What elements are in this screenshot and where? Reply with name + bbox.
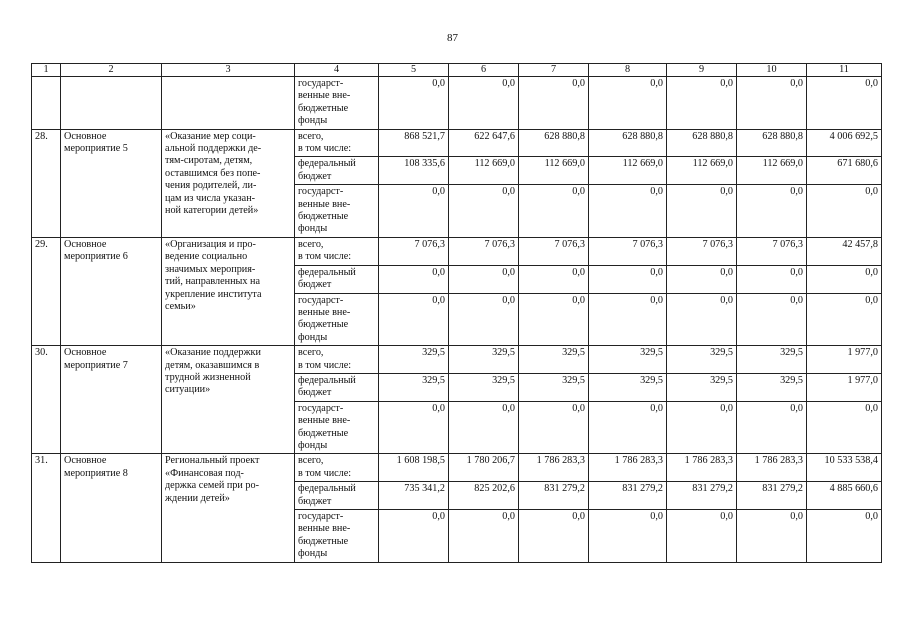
amount-cell: 329,5	[449, 373, 519, 401]
amount-cell: 1 608 198,5	[379, 454, 449, 482]
row-number-cell: 30.	[32, 346, 61, 454]
column-header-1: 1	[32, 64, 61, 77]
table-body	[32, 77, 882, 563]
amount-cell: 0,0	[379, 510, 449, 563]
amount-cell: 868 521,7	[379, 129, 449, 157]
event-cell: Основное мероприятие 5	[61, 129, 162, 237]
amount-cell: 628 880,8	[519, 129, 589, 157]
funding-source-cell: федеральный бюджет	[295, 265, 379, 293]
funding-source-cell: государст- венные вне- бюджетные фонды	[295, 77, 379, 130]
funding-source-cell: федеральный бюджет	[295, 482, 379, 510]
amount-cell: 825 202,6	[449, 482, 519, 510]
column-header-2: 2	[61, 64, 162, 77]
amount-cell: 0,0	[667, 265, 737, 293]
column-header-4: 4	[295, 64, 379, 77]
column-header-7: 7	[519, 64, 589, 77]
amount-cell: 7 076,3	[737, 237, 807, 265]
amount-cell: 112 669,0	[449, 157, 519, 185]
amount-cell: 0,0	[449, 265, 519, 293]
amount-cell: 4 885 660,6	[807, 482, 882, 510]
amount-cell: 0,0	[737, 401, 807, 454]
amount-cell: 831 279,2	[589, 482, 667, 510]
column-header-6: 6	[449, 64, 519, 77]
amount-cell: 7 076,3	[379, 237, 449, 265]
amount-cell: 0,0	[449, 510, 519, 563]
amount-cell: 0,0	[589, 265, 667, 293]
event-cell: Основное мероприятие 6	[61, 237, 162, 345]
amount-cell: 0,0	[449, 185, 519, 238]
amount-cell: 0,0	[667, 293, 737, 346]
amount-cell: 0,0	[379, 293, 449, 346]
amount-cell: 329,5	[519, 346, 589, 374]
amount-cell: 329,5	[737, 346, 807, 374]
amount-cell: 735 341,2	[379, 482, 449, 510]
amount-cell: 831 279,2	[667, 482, 737, 510]
continuation-row	[32, 77, 882, 130]
amount-cell: 0,0	[667, 510, 737, 563]
amount-cell: 0,0	[667, 401, 737, 454]
column-header-5: 5	[379, 64, 449, 77]
funding-source-cell: государст- венные вне- бюджетные фонды	[295, 510, 379, 563]
amount-cell: 0,0	[519, 293, 589, 346]
amount-cell: 329,5	[379, 373, 449, 401]
amount-cell: 0,0	[519, 401, 589, 454]
amount-cell: 0,0	[667, 77, 737, 130]
amount-cell: 7 076,3	[519, 237, 589, 265]
amount-cell: 112 669,0	[667, 157, 737, 185]
amount-cell: 0,0	[589, 185, 667, 238]
amount-cell: 0,0	[737, 185, 807, 238]
table-row	[32, 129, 882, 157]
amount-cell: 1 977,0	[807, 346, 882, 374]
amount-cell: 0,0	[807, 185, 882, 238]
amount-cell: 0,0	[519, 265, 589, 293]
row-number-cell	[32, 77, 61, 130]
amount-cell: 0,0	[807, 265, 882, 293]
table-row	[32, 346, 882, 374]
amount-cell: 112 669,0	[737, 157, 807, 185]
amount-cell: 7 076,3	[667, 237, 737, 265]
amount-cell: 671 680,6	[807, 157, 882, 185]
funding-source-cell: государст- венные вне- бюджетные фонды	[295, 185, 379, 238]
amount-cell: 1 786 283,3	[737, 454, 807, 482]
description-cell: «Оказание мер соци- альной поддержки де- тям-сиротам, детям, оставшимся без попе- чения родителей, ли- цам из числа указан- ной категории детей»	[162, 129, 295, 237]
column-header-10: 10	[737, 64, 807, 77]
amount-cell: 0,0	[807, 293, 882, 346]
description-cell	[162, 77, 295, 130]
amount-cell: 108 335,6	[379, 157, 449, 185]
column-header-11: 11	[807, 64, 882, 77]
funding-source-cell: федеральный бюджет	[295, 373, 379, 401]
page-number: 87	[447, 32, 458, 44]
row-number-cell: 28.	[32, 129, 61, 237]
funding-source-cell: всего, в том числе:	[295, 129, 379, 157]
column-header-8: 8	[589, 64, 667, 77]
amount-cell: 0,0	[737, 293, 807, 346]
amount-cell: 628 880,8	[589, 129, 667, 157]
amount-cell: 1 786 283,3	[519, 454, 589, 482]
funding-source-cell: государст- венные вне- бюджетные фонды	[295, 293, 379, 346]
amount-cell: 329,5	[737, 373, 807, 401]
table-row	[32, 454, 882, 482]
funding-source-cell: государст- венные вне- бюджетные фонды	[295, 401, 379, 454]
table-row	[32, 237, 882, 265]
amount-cell: 628 880,8	[667, 129, 737, 157]
amount-cell: 10 533 538,4	[807, 454, 882, 482]
funding-source-cell: всего, в том числе:	[295, 454, 379, 482]
amount-cell: 0,0	[519, 510, 589, 563]
amount-cell: 329,5	[449, 346, 519, 374]
row-number-cell: 31.	[32, 454, 61, 562]
amount-cell: 0,0	[589, 77, 667, 130]
amount-cell: 0,0	[519, 77, 589, 130]
amount-cell: 0,0	[737, 265, 807, 293]
amount-cell: 0,0	[807, 510, 882, 563]
event-cell: Основное мероприятие 8	[61, 454, 162, 562]
amount-cell: 0,0	[737, 510, 807, 563]
event-cell: Основное мероприятие 7	[61, 346, 162, 454]
amount-cell: 831 279,2	[519, 482, 589, 510]
amount-cell: 7 076,3	[589, 237, 667, 265]
amount-cell: 1 977,0	[807, 373, 882, 401]
funding-source-cell: всего, в том числе:	[295, 346, 379, 374]
amount-cell: 7 076,3	[449, 237, 519, 265]
budget-table	[31, 63, 882, 563]
amount-cell: 329,5	[519, 373, 589, 401]
column-header-9: 9	[667, 64, 737, 77]
amount-cell: 1 786 283,3	[667, 454, 737, 482]
amount-cell: 0,0	[519, 185, 589, 238]
amount-cell: 42 457,8	[807, 237, 882, 265]
amount-cell: 0,0	[737, 77, 807, 130]
funding-source-cell: всего, в том числе:	[295, 237, 379, 265]
amount-cell: 1 780 206,7	[449, 454, 519, 482]
row-number-cell: 29.	[32, 237, 61, 345]
amount-cell: 0,0	[449, 77, 519, 130]
amount-cell: 0,0	[449, 401, 519, 454]
amount-cell: 0,0	[667, 185, 737, 238]
description-cell: «Организация и про- ведение социально значимых мероприя- тий, направленных на укрепление института семьи»	[162, 237, 295, 345]
amount-cell: 329,5	[667, 373, 737, 401]
amount-cell: 0,0	[379, 185, 449, 238]
table-header	[32, 64, 882, 77]
amount-cell: 1 786 283,3	[589, 454, 667, 482]
amount-cell: 0,0	[379, 77, 449, 130]
event-cell	[61, 77, 162, 130]
amount-cell: 0,0	[807, 401, 882, 454]
amount-cell: 329,5	[379, 346, 449, 374]
amount-cell: 0,0	[589, 510, 667, 563]
amount-cell: 0,0	[449, 293, 519, 346]
amount-cell: 628 880,8	[737, 129, 807, 157]
funding-source-cell: федеральный бюджет	[295, 157, 379, 185]
description-cell: Региональный проект «Финансовая под- держка семей при ро- ждении детей»	[162, 454, 295, 562]
amount-cell: 0,0	[379, 265, 449, 293]
amount-cell: 329,5	[589, 373, 667, 401]
amount-cell: 329,5	[589, 346, 667, 374]
amount-cell: 0,0	[807, 77, 882, 130]
amount-cell: 112 669,0	[589, 157, 667, 185]
amount-cell: 112 669,0	[519, 157, 589, 185]
amount-cell: 0,0	[589, 401, 667, 454]
amount-cell: 329,5	[667, 346, 737, 374]
header-row	[32, 64, 882, 77]
amount-cell: 4 006 692,5	[807, 129, 882, 157]
amount-cell: 0,0	[379, 401, 449, 454]
column-header-3: 3	[162, 64, 295, 77]
amount-cell: 622 647,6	[449, 129, 519, 157]
amount-cell: 0,0	[589, 293, 667, 346]
description-cell: «Оказание поддержки детям, оказавшимся в трудной жизненной ситуации»	[162, 346, 295, 454]
amount-cell: 831 279,2	[737, 482, 807, 510]
